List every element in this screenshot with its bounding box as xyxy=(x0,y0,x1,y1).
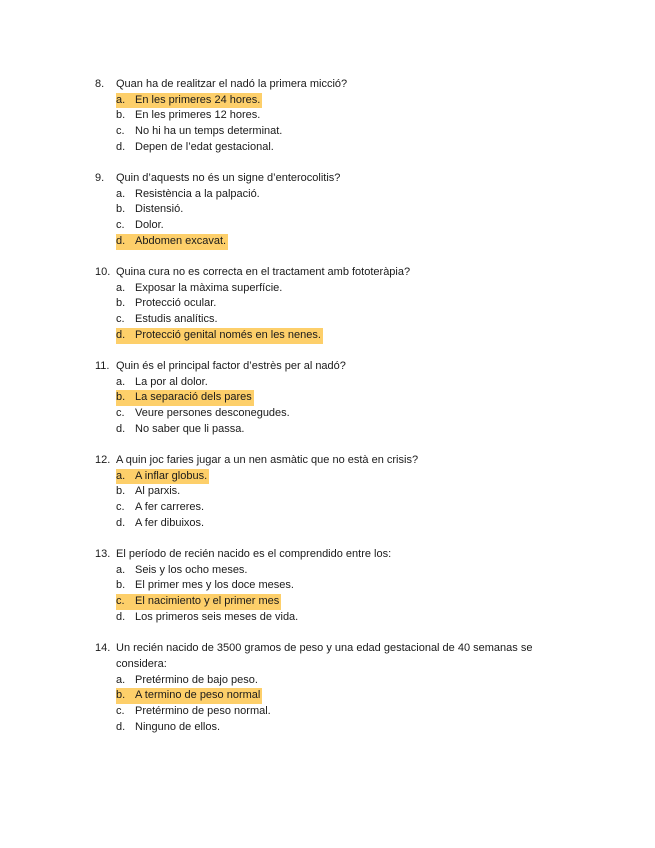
option-letter: d. xyxy=(116,720,126,733)
question-10 xyxy=(95,265,565,344)
option-text: Los primeros seis meses de vida. xyxy=(135,610,299,623)
option-text: A fer dibuixos. xyxy=(135,516,205,529)
option-d xyxy=(95,610,565,626)
option-text: Depen de l’edat gestacional. xyxy=(135,140,274,153)
option-d xyxy=(95,720,565,736)
option-letter: a. xyxy=(116,673,126,686)
option-text: A fer carreres. xyxy=(135,501,205,514)
option-c-correct xyxy=(95,594,565,610)
option-text: Seis y los ocho meses. xyxy=(135,563,248,576)
option-letter: b. xyxy=(116,203,126,216)
option-text: A inflar globus. xyxy=(135,469,209,485)
option-text: Pretérmino de peso normal. xyxy=(135,704,271,717)
question-list xyxy=(95,77,565,751)
option-d xyxy=(95,422,565,438)
option-text: La separació dels pares xyxy=(135,390,254,406)
option-letter: a. xyxy=(116,563,126,576)
option-letter: b. xyxy=(116,390,135,406)
question-text: Un recién nacido de 3500 gramos de peso y una edad gestacional de 40 semanas se considera: xyxy=(116,642,533,670)
option-text: Pretérmino de bajo peso. xyxy=(135,673,258,686)
option-d xyxy=(95,140,565,156)
option-letter: a. xyxy=(116,93,135,109)
question-14 xyxy=(95,641,565,735)
option-text: Protecció ocular. xyxy=(135,297,217,310)
option-b xyxy=(95,296,565,312)
option-letter: b. xyxy=(116,579,126,592)
option-c xyxy=(95,312,565,328)
option-text: En les primeres 12 hores. xyxy=(135,109,261,122)
option-text: Distensió. xyxy=(135,203,184,216)
option-b xyxy=(95,484,565,500)
option-letter: a. xyxy=(116,469,135,485)
option-letter: c. xyxy=(116,313,125,326)
option-letter: c. xyxy=(116,219,125,232)
option-text: A termino de peso normal xyxy=(135,688,262,704)
option-text: Ninguno de ellos. xyxy=(135,720,221,733)
option-letter: c. xyxy=(116,407,125,420)
question-number: 10. xyxy=(95,266,111,279)
option-d-correct xyxy=(95,328,565,344)
option-letter: d. xyxy=(116,328,135,344)
option-text: Dolor. xyxy=(135,219,164,232)
question-number: 12. xyxy=(95,454,111,467)
question-12 xyxy=(95,453,565,532)
question-text: Quina cura no es correcta en el tractament amb fototeràpia? xyxy=(116,266,411,279)
option-letter: d. xyxy=(116,422,126,435)
option-letter: b. xyxy=(116,297,126,310)
option-a xyxy=(95,563,565,579)
option-letter: a. xyxy=(116,281,126,294)
question-11 xyxy=(95,359,565,438)
option-letter: b. xyxy=(116,485,126,498)
option-letter: c. xyxy=(116,594,135,610)
option-letter: a. xyxy=(116,187,126,200)
question-text: Quan ha de realitzar el nadó la primera micció? xyxy=(116,78,348,90)
option-b xyxy=(95,578,565,594)
option-c xyxy=(95,406,565,422)
option-a xyxy=(95,187,565,203)
option-text: En les primeres 24 hores. xyxy=(135,93,262,109)
option-text: No hi ha un temps determinat. xyxy=(135,125,283,138)
question-8 xyxy=(95,77,565,156)
option-text: No saber que li passa. xyxy=(135,422,245,435)
option-text: Exposar la màxima superfície. xyxy=(135,281,283,294)
option-a xyxy=(95,281,565,297)
option-a xyxy=(95,673,565,689)
question-text: Quin d’aquests no és un signe d’enterocolitis? xyxy=(116,172,341,185)
option-letter: d. xyxy=(116,140,126,153)
option-text: Protecció genital només en les nenes. xyxy=(135,328,323,344)
question-number: 9. xyxy=(95,172,105,185)
question-9 xyxy=(95,171,565,250)
option-letter: c. xyxy=(116,704,125,717)
question-text: A quin joc faries jugar a un nen asmàtic que no està en crisis? xyxy=(116,454,419,467)
option-letter: b. xyxy=(116,688,135,704)
question-text: Quin és el principal factor d’estrès per al nadó? xyxy=(116,360,346,373)
option-c xyxy=(95,500,565,516)
option-text: Veure persones desconegudes. xyxy=(135,407,290,420)
option-b-correct xyxy=(95,390,565,406)
option-text: La por al dolor. xyxy=(135,375,208,388)
option-a-correct xyxy=(95,469,565,485)
option-text: El nacimiento y el primer mes xyxy=(135,594,281,610)
option-b xyxy=(95,108,565,124)
option-c xyxy=(95,124,565,140)
option-letter: a. xyxy=(116,375,126,388)
option-a-correct xyxy=(95,93,565,109)
option-a xyxy=(95,375,565,391)
question-13 xyxy=(95,547,565,626)
option-letter: d. xyxy=(116,610,126,623)
option-letter: c. xyxy=(116,501,125,514)
option-text: El primer mes y los doce meses. xyxy=(135,579,294,592)
option-text: Resistència a la palpació. xyxy=(135,187,260,200)
option-b xyxy=(95,202,565,218)
question-number: 8. xyxy=(95,78,105,90)
option-text: Estudis analítics. xyxy=(135,313,218,326)
option-letter: b. xyxy=(116,109,126,122)
option-letter: d. xyxy=(116,234,135,250)
question-number: 13. xyxy=(95,548,111,561)
option-letter: c. xyxy=(116,125,125,138)
option-letter: d. xyxy=(116,516,126,529)
question-number: 14. xyxy=(95,642,111,655)
option-c xyxy=(95,704,565,720)
option-text: Abdomen excavat. xyxy=(135,234,228,250)
question-text: El período de recién nacido es el comprendido entre los: xyxy=(116,548,392,561)
option-c xyxy=(95,218,565,234)
option-d xyxy=(95,516,565,532)
question-number: 11. xyxy=(95,360,110,373)
option-d-correct xyxy=(95,234,565,250)
option-text: Al parxis. xyxy=(135,485,181,498)
option-b-correct xyxy=(95,688,565,704)
